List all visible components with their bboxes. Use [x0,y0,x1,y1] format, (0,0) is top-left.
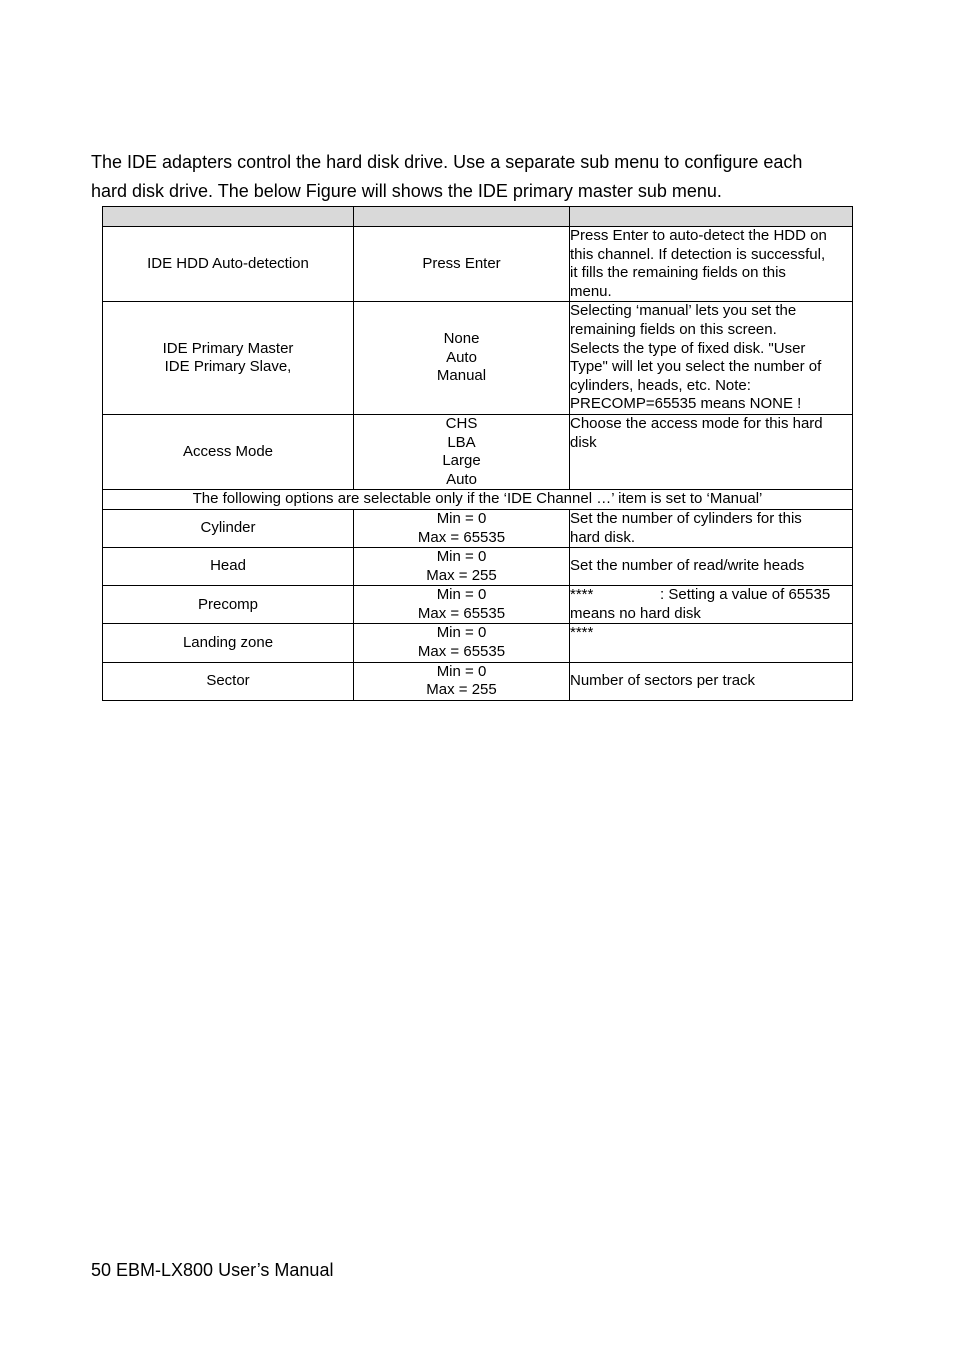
intro-line-2: hard disk drive. The below Figure will shows the IDE primary master sub menu. [91,180,722,201]
option-cell: IDE Primary Master IDE Primary Slave, [103,302,354,415]
choice-cell: Min = 0 Max = 65535 [354,509,570,547]
table-header-row [103,207,853,227]
manual-options-note: The following options are selectable only if the ‘IDE Channel …’ item is set to ‘Manual’ [103,490,853,510]
ide-options-table [102,206,853,701]
description-cell: Press Enter to auto-detect the HDD on this channel. If detection is successful, it fills the remaining fields on this menu. [570,227,853,302]
intro-paragraph [91,148,871,205]
table-row [103,509,853,547]
table-row [103,414,853,489]
option-cell: Sector [103,662,354,700]
header-choice [354,207,570,227]
option-cell: Landing zone [103,624,354,662]
description-cell: **** : Setting a value of 65535 means no hard disk [570,586,853,624]
option-cell: Head [103,548,354,586]
table-row [103,548,853,586]
description-cell: Choose the access mode for this hard disk [570,414,853,489]
description-cell: Set the number of cylinders for this hard disk. [570,509,853,547]
description-cell: Selecting ‘manual’ lets you set the remaining fields on this screen. Selects the type of fixed disk. "User Type" will let you select the number of cylinders, heads, etc. Note: PRECOMP=65535 means NONE ! [570,302,853,415]
header-option [103,207,354,227]
table-note-row [103,490,853,510]
table-row [103,586,853,624]
table-row [103,624,853,662]
header-description [570,207,853,227]
table-row [103,227,853,302]
page-footer: 50 EBM-LX800 User’s Manual [91,1260,334,1280]
option-cell: Precomp [103,586,354,624]
table-row [103,302,853,415]
description-cell: Set the number of read/write heads [570,548,853,586]
choice-cell: Min = 0 Max = 255 [354,662,570,700]
option-cell: Cylinder [103,509,354,547]
choice-cell: None Auto Manual [354,302,570,415]
description-cell: **** [570,624,853,662]
table-row [103,662,853,700]
choice-cell: Min = 0 Max = 255 [354,548,570,586]
choice-cell: CHS LBA Large Auto [354,414,570,489]
choice-cell: Min = 0 Max = 65535 [354,586,570,624]
option-cell: IDE HDD Auto-detection [103,227,354,302]
choice-cell: Press Enter [354,227,570,302]
intro-line-1: The IDE adapters control the hard disk drive. Use a separate sub menu to configure each [91,152,803,172]
description-cell: Number of sectors per track [570,662,853,700]
choice-cell: Min = 0 Max = 65535 [354,624,570,662]
option-cell: Access Mode [103,414,354,489]
